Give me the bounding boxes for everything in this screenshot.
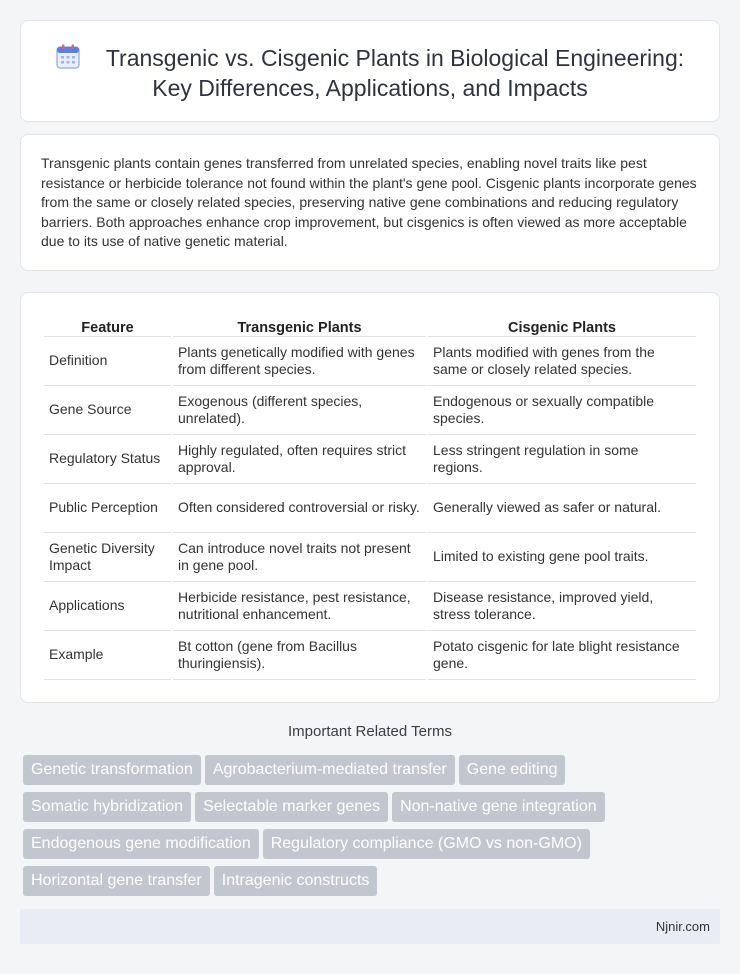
cisgenic-cell: Endogenous or sexually compatible species. — [428, 386, 696, 435]
table-header-row — [44, 315, 696, 337]
tag-non-native-gene-integration[interactable]: Non-native gene integration — [392, 792, 605, 822]
transgenic-cell: Bt cotton (gene from Bacillus thuringiensis). — [173, 631, 426, 680]
feature-cell: Definition — [44, 337, 171, 386]
cisgenic-cell: Less stringent regulation in some regions. — [428, 435, 696, 484]
title-line-2: Key Differences, Applications, and Impacts — [152, 75, 588, 101]
cisgenic-cell: Potato cisgenic for late blight resistance gene. — [428, 631, 696, 680]
tag-row — [23, 755, 713, 792]
title-line-1: Transgenic vs. Cisgenic Plants in Biological Engineering: — [105, 45, 685, 71]
feature-cell: Public Perception — [44, 484, 171, 533]
tag-endogenous-gene-modification[interactable]: Endogenous gene modification — [23, 829, 259, 859]
intro-paragraph: Transgenic plants contain genes transferred from unrelated species, enabling novel traits like pest resistance or herbicide tolerance not found within the plant's gene pool. Cisgenic plants incorporate genes from the same or closely related species, preserving native gene combinations and reducing regulatory barriers. Both approaches enhance crop improvement, but cisgenics is often viewed as more acceptable due to its use of native genetic material. — [41, 155, 697, 249]
feature-cell: Genetic Diversity Impact — [44, 533, 171, 582]
header-transgenic: Transgenic Plants — [173, 315, 426, 337]
tag-intragenic-constructs[interactable]: Intragenic constructs — [214, 866, 378, 896]
transgenic-cell: Often considered controversial or risky. — [173, 484, 426, 533]
table-row — [44, 337, 696, 386]
cisgenic-cell: Plants modified with genes from the same or closely related species. — [428, 337, 696, 386]
cisgenic-cell: Disease resistance, improved yield, stress tolerance. — [428, 582, 696, 631]
table-row — [44, 484, 696, 533]
feature-cell: Gene Source — [44, 386, 171, 435]
feature-cell: Applications — [44, 582, 171, 631]
table-row — [44, 435, 696, 484]
tag-selectable-marker-genes[interactable]: Selectable marker genes — [195, 792, 388, 822]
tag-genetic-transformation[interactable]: Genetic transformation — [23, 755, 201, 785]
cisgenic-cell: Generally viewed as safer or natural. — [428, 484, 696, 533]
transgenic-cell: Plants genetically modified with genes from different species. — [173, 337, 426, 386]
calendar-icon — [56, 44, 80, 70]
tag-gene-editing[interactable]: Gene editing — [459, 755, 566, 785]
related-terms-list — [23, 755, 713, 903]
footer-site-link[interactable]: Njnir.com — [655, 919, 710, 934]
tag-row — [23, 866, 713, 903]
comparison-table-card — [20, 292, 720, 703]
intro-card — [20, 134, 720, 271]
table-row — [44, 386, 696, 435]
header-feature: Feature — [44, 315, 171, 337]
feature-cell: Example — [44, 631, 171, 680]
header-cisgenic: Cisgenic Plants — [428, 315, 696, 337]
cisgenic-cell: Limited to existing gene pool traits. — [428, 533, 696, 582]
table-row — [44, 582, 696, 631]
feature-cell: Regulatory Status — [44, 435, 171, 484]
tag-row — [23, 792, 713, 829]
tag-somatic-hybridization[interactable]: Somatic hybridization — [23, 792, 191, 822]
transgenic-cell: Herbicide resistance, pest resistance, nutritional enhancement. — [173, 582, 426, 631]
comparison-table — [42, 315, 698, 680]
transgenic-cell: Highly regulated, often requires strict approval. — [173, 435, 426, 484]
transgenic-cell: Exogenous (different species, unrelated). — [173, 386, 426, 435]
tag-row — [23, 829, 713, 866]
tag-regulatory-compliance[interactable]: Regulatory compliance (GMO vs non-GMO) — [263, 829, 590, 859]
tag-agrobacterium-mediated-transfer[interactable]: Agrobacterium-mediated transfer — [205, 755, 455, 785]
footer — [20, 909, 720, 944]
table-row — [44, 631, 696, 680]
related-terms-title: Important Related Terms — [288, 723, 452, 740]
tag-horizontal-gene-transfer[interactable]: Horizontal gene transfer — [23, 866, 210, 896]
header-card — [20, 20, 720, 122]
table-row — [44, 533, 696, 582]
page-title — [21, 43, 719, 103]
transgenic-cell: Can introduce novel traits not present in gene pool. — [173, 533, 426, 582]
